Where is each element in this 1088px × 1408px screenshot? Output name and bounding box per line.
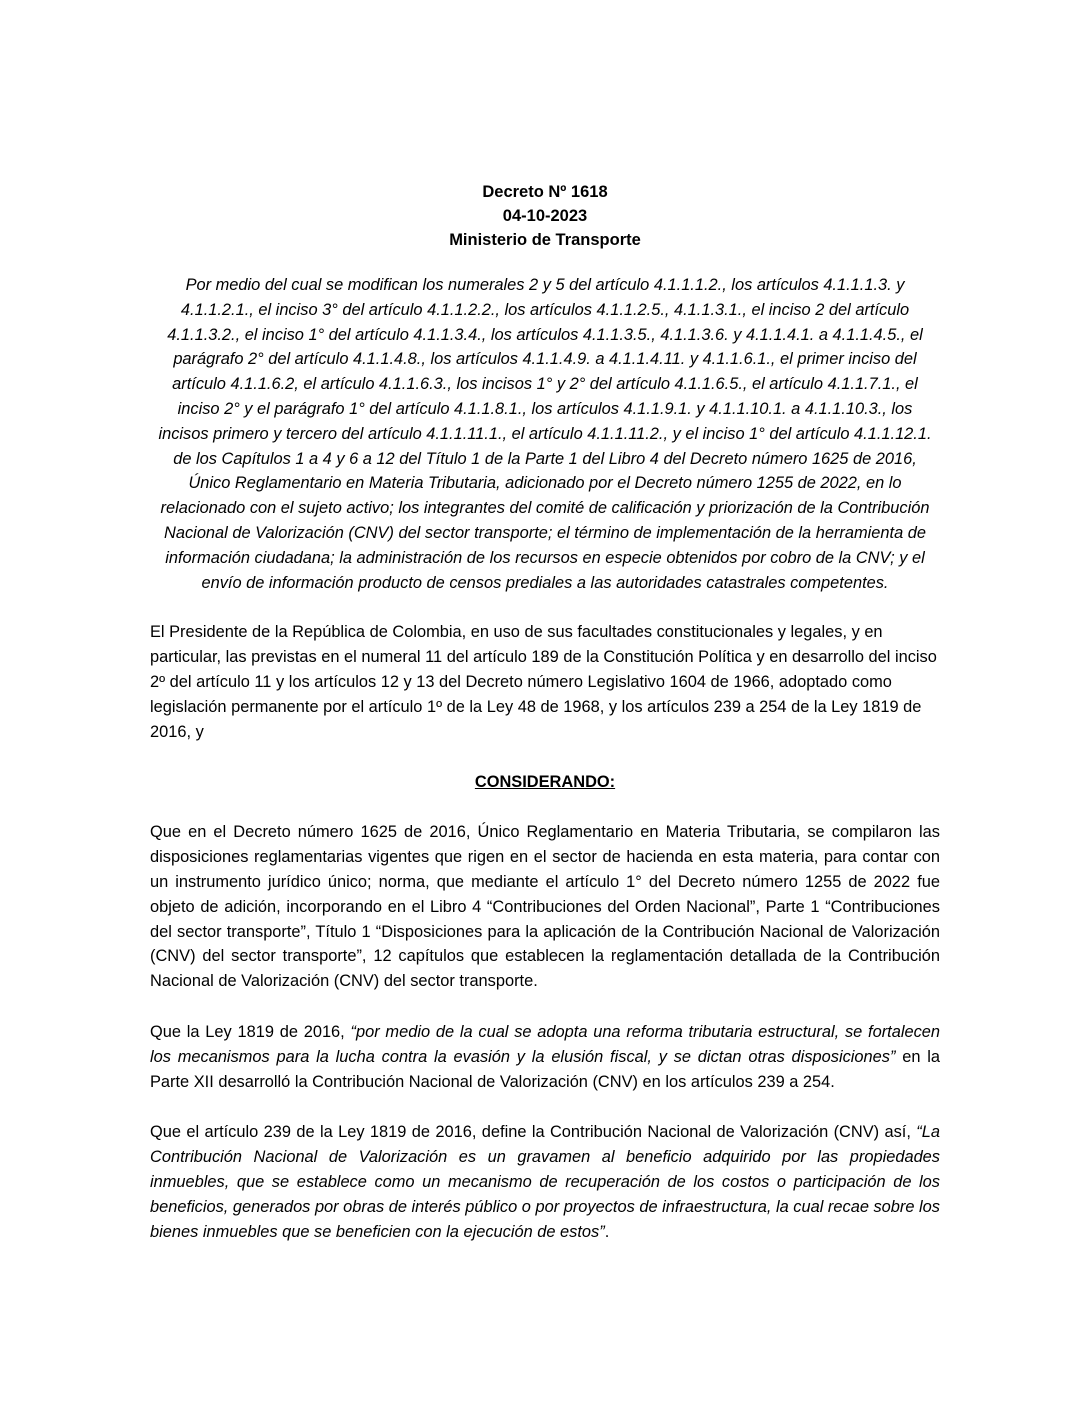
paragraph-2-ending: en la Parte XII desarrolló la Contribución Nacional de Valorización (CNV) en los artículos 239 a 254. (150, 1047, 940, 1091)
paragraph-3-ending: . (604, 1222, 610, 1241)
paragraph-3-intro: Que el artículo 239 de la Ley 1819 de 2016, define la Contribución Nacional de Valorización (CNV) así, (150, 1123, 917, 1142)
preamble-paragraph: El Presidente de la República de Colombia, en uso de sus facultades constitucionales y legales, y en particular, las previstas en el numeral 11 del artículo 189 de la Constitución Política y en desarrollo del inciso 2º del artículo 11 y los artículos 12 y 13 del Decreto número Legislativo 1604 de 1966, adoptado como legislación permanente por el artículo 1º de la Ley 48 de 1968, y los artículos 239 a 254 de la Ley 1819 de 2016, y (150, 623, 937, 741)
considerando-paragraph-1: Que en el Decreto número 1625 de 2016, Único Reglamentario en Materia Tributaria, se compilaron las disposiciones reglamentarias vigentes que rigen en el sector de hacienda en esta materia, para contar con un instrumento jurídico único; norma, que mediante el artículo 1° del Decreto número 1255 de 2022 fue objeto de adición, incorporando en el Libro 4 “Contribuciones del Orden Nacional”, Parte 1 “Contribuciones del sector transporte”, Título 1 “Disposiciones para la aplicación de la Contribución Nacional de Valorización (CNV) del sector transporte”, 12 capítulos que establecen la reglamentación detallada de la Contribución Nacional de Valorización (CNV) del sector transporte. (150, 823, 940, 991)
considerando-paragraph-2 (150, 1020, 940, 1094)
decree-summary: Por medio del cual se modifican los numerales 2 y 5 del artículo 4.1.1.1.2., los artículos 4.1.1.1.3. y 4.1.1.2.1., el inciso 3° del artículo 4.1.1.2.2., los artículos 4.1.1.2.5., 4.1.1.3.1., el inciso 2 del artículo 4.1.1.3.2., el inciso 1° del artículo 4.1.1.3.4., los artículos 4.1.1.3.5., 4.1.1.3.6. y 4.1.1.4.1. a 4.1.1.4.5., el parágrafo 2° del artículo 4.1.1.4.8., los artículos 4.1.1.4.9. a 4.1.1.4.11. y 4.1.1.6.1., el primer inciso del artículo 4.1.1.6.2, el artículo 4.1.1.6.3., los incisos 1° y 2° del artículo 4.1.1.6.5., el artículo 4.1.1.7.1., el inciso 2° y el parágrafo 1° del artículo 4.1.1.8.1., los artículos 4.1.1.9.1. y 4.1.1.10.1. a 4.1.1.10.3., los incisos primero y tercero del artículo 4.1.1.11.1., el artículo 4.1.1.11.2., y el inciso 1° del artículo 4.1.1.12.1. de los Capítulos 1 a 4 y 6 a 12 del Título 1 de la Parte 1 del Libro 4 del Decreto número 1625 de 2016, Único Reglamentario en Materia Tributaria, adicionado por el Decreto número 1255 de 2022, en lo relacionado con el sujeto activo; los integrantes del comité de calificación y priorización de la Contribución Nacional de Valorización (CNV) del sector transporte; el término de implementación de la herramienta de información ciudadana; la administración de los recursos en especie obtenidos por cobro de la CNV; y el envío de información producto de censos prediales a las autoridades catastrales competentes. (158, 276, 932, 592)
paragraph-2-intro: Que la Ley 1819 de 2016, (150, 1022, 351, 1041)
decree-date: 04-10-2023 (502, 207, 588, 225)
law-title-quote: “por medio de la cual se adopta una reforma tributaria estructural, se fortalecen los mecanismos para la lucha contra la evasión y la elusión fiscal, y se dictan otras disposiciones” (150, 1022, 941, 1066)
considerando-paragraph-3 (150, 1120, 940, 1244)
considerando-heading: CONSIDERANDO: (474, 773, 616, 792)
ministry-name: Ministerio de Transporte (449, 231, 641, 249)
cnv-definition-quote: “La Contribución Nacional de Valorización es un gravamen al beneficio adquirido por las propiedades inmuebles, que se establece como un mecanismo de recuperación de los costos o participación de los beneficios, generados por obras de interés público o por proyectos de infraestructura, la cual recae sobre los bienes inmuebles que se beneficien con la ejecución de estos” (150, 1123, 940, 1241)
decree-number: Decreto Nº 1618 (482, 183, 608, 201)
document-body (150, 180, 940, 1244)
